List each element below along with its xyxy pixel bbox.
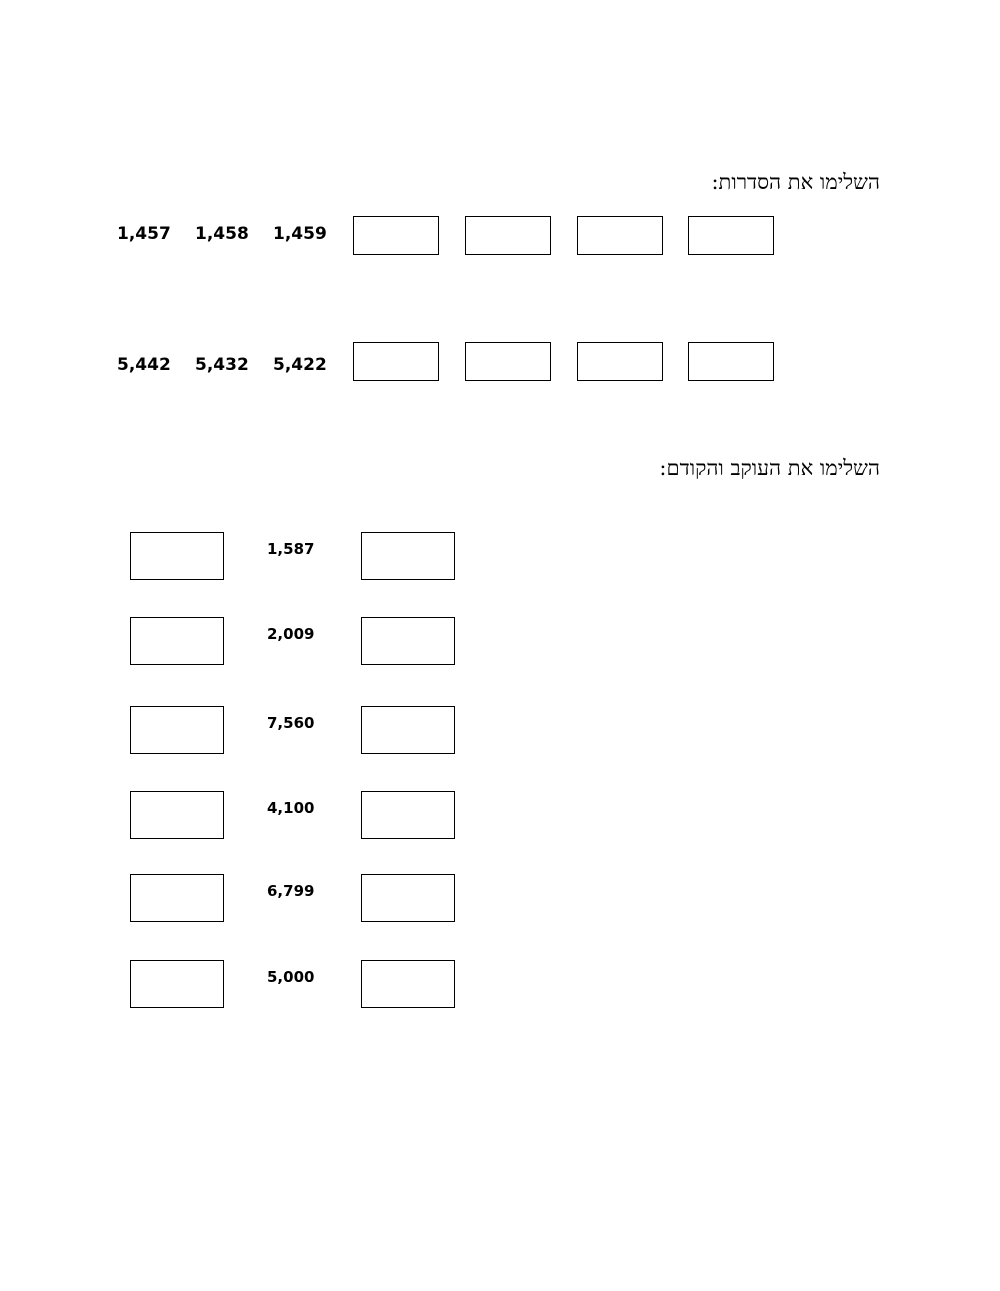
neighbor-6-left-box[interactable] xyxy=(130,960,224,1008)
sequence-2-answer-box-2[interactable] xyxy=(465,342,551,381)
sequence-1-number-3: 1,459 xyxy=(273,224,327,244)
neighbor-4-right-box[interactable] xyxy=(361,791,455,839)
neighbor-4-number: 4,100 xyxy=(267,799,315,817)
neighbor-6-number: 5,000 xyxy=(267,968,315,986)
sequences-heading: השלימו את הסדרות: xyxy=(711,170,880,194)
sequence-2-number-2: 5,432 xyxy=(195,355,249,375)
sequence-1-answer-box-3[interactable] xyxy=(577,216,663,255)
sequence-2-answer-box-3[interactable] xyxy=(577,342,663,381)
sequence-1-answer-box-4[interactable] xyxy=(688,216,774,255)
neighbor-5-number: 6,799 xyxy=(267,882,315,900)
neighbor-3-left-box[interactable] xyxy=(130,706,224,754)
sequence-1-number-2: 1,458 xyxy=(195,224,249,244)
neighbor-2-right-box[interactable] xyxy=(361,617,455,665)
neighbor-6-right-box[interactable] xyxy=(361,960,455,1008)
neighbor-1-number: 1,587 xyxy=(267,540,315,558)
sequence-2-answer-box-1[interactable] xyxy=(353,342,439,381)
neighbor-2-left-box[interactable] xyxy=(130,617,224,665)
neighbor-4-left-box[interactable] xyxy=(130,791,224,839)
sequence-2-number-1: 5,442 xyxy=(117,355,171,375)
sequence-2-number-3: 5,422 xyxy=(273,355,327,375)
neighbor-2-number: 2,009 xyxy=(267,625,315,643)
neighbor-3-right-box[interactable] xyxy=(361,706,455,754)
neighbor-1-right-box[interactable] xyxy=(361,532,455,580)
neighbor-3-number: 7,560 xyxy=(267,714,315,732)
neighbor-1-left-box[interactable] xyxy=(130,532,224,580)
neighbor-5-right-box[interactable] xyxy=(361,874,455,922)
neighbors-heading: השלימו את העוקב והקודם: xyxy=(659,456,880,480)
sequence-1-answer-box-2[interactable] xyxy=(465,216,551,255)
sequence-1-answer-box-1[interactable] xyxy=(353,216,439,255)
neighbor-5-left-box[interactable] xyxy=(130,874,224,922)
sequence-2-answer-box-4[interactable] xyxy=(688,342,774,381)
sequence-1-number-1: 1,457 xyxy=(117,224,171,244)
